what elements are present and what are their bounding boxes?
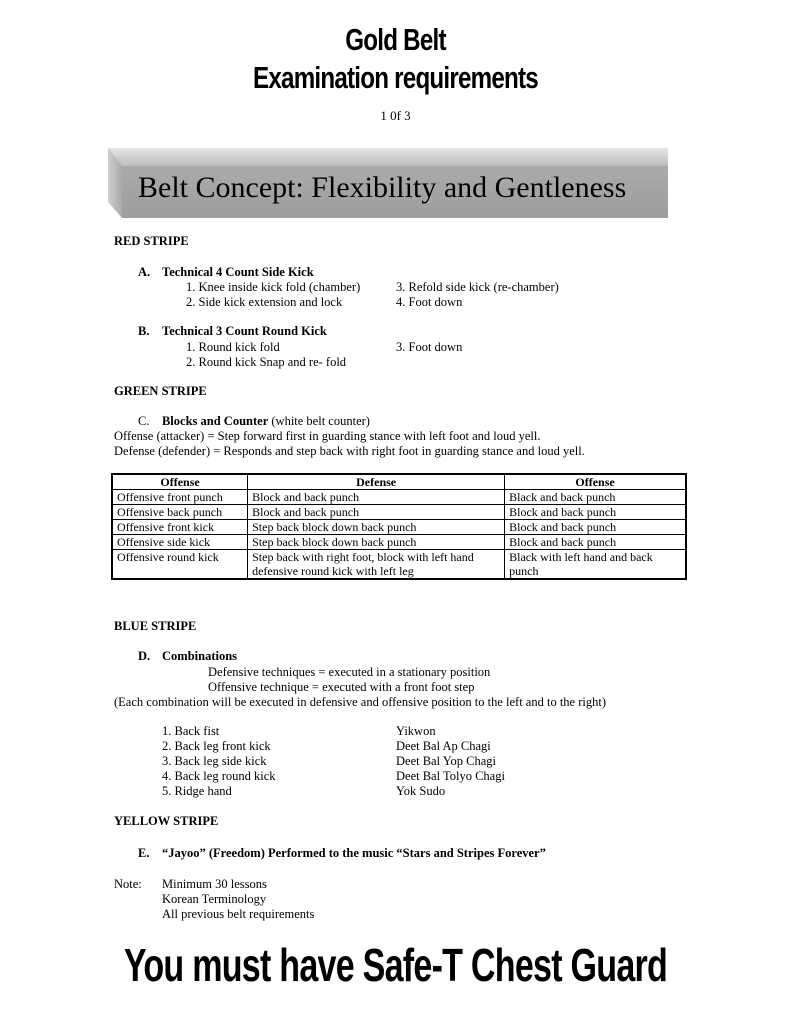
offense-definition: Offense (attacker) = Step forward first in guarding stance with left foot and loud yell.: [114, 429, 541, 443]
section-c-heading: [138, 414, 370, 429]
section-b-title: Technical 3 Count Round Kick: [162, 324, 327, 338]
table-cell: Block and back punch: [505, 535, 686, 550]
table-cell: Block and back punch: [505, 505, 686, 520]
column-header: Offense: [112, 474, 248, 490]
section-c-title: Blocks and Counter: [161, 414, 269, 428]
table-cell: Step back block down back punch: [248, 520, 505, 535]
korean-term: Deet Bal Yop Chagi: [396, 754, 496, 768]
chest-guard-notice: You must have Safe-T Chest Guard: [123, 939, 668, 991]
list-item: 2. Round kick Snap and re- fold: [186, 355, 347, 369]
note-line: Minimum 30 lessons: [162, 877, 267, 891]
table-cell: Step back block down back punch: [248, 535, 505, 550]
table-cell: Black with left hand and back punch: [505, 550, 686, 580]
list-item: 1. Back fist: [162, 724, 220, 738]
table-cell: Offensive side kick: [112, 535, 248, 550]
list-item: 2. Back leg front kick: [162, 739, 271, 753]
yellow-stripe-heading: YELLOW STRIPE: [114, 814, 219, 828]
defensive-technique-definition: Defensive techniques = executed in a stationary position: [208, 665, 491, 679]
banner-bevel-top: [108, 148, 668, 166]
table-header-row: [112, 474, 686, 490]
section-c-note: (white belt counter): [271, 414, 370, 428]
defense-definition: Defense (defender) = Responds and step back with right foot in guarding stance and loud yell.: [114, 444, 585, 458]
section-a-title: Technical 4 Count Side Kick: [162, 265, 314, 279]
table-row: [112, 505, 686, 520]
section-e-text: “Jayoo” (Freedom) Performed to the music “Stars and Stripes Forever”: [162, 846, 546, 860]
blue-stripe-heading: BLUE STRIPE: [114, 619, 197, 633]
section-e-label: E.: [138, 846, 150, 860]
korean-term: Yikwon: [396, 724, 436, 738]
table-cell: Block and back punch: [248, 505, 505, 520]
table-cell: Black and back punch: [505, 490, 686, 505]
table-row: [112, 535, 686, 550]
list-item: 4. Foot down: [396, 295, 463, 309]
table-cell: Block and back punch: [248, 490, 505, 505]
list-item: 4. Back leg round kick: [162, 769, 276, 783]
korean-term: Deet Bal Ap Chagi: [396, 739, 491, 753]
table-row: [112, 490, 686, 505]
table-row: [112, 520, 686, 535]
korean-term: Yok Sudo: [396, 784, 446, 798]
belt-concept-text: Belt Concept: Flexibility and Gentleness: [138, 171, 627, 204]
note-line: Korean Terminology: [162, 892, 267, 906]
column-header: Offense: [505, 474, 686, 490]
list-item: 1. Knee inside kick fold (chamber): [186, 280, 361, 294]
page-number: 1 0f 3: [380, 108, 411, 123]
table-cell: Step back with right foot, block with left hand defensive round kick with left leg: [248, 550, 505, 580]
list-item: 1. Round kick fold: [186, 340, 280, 354]
section-c-label: C.: [138, 414, 150, 428]
column-header: Defense: [248, 474, 505, 490]
list-item: 3. Back leg side kick: [162, 754, 267, 768]
section-d-title: Combinations: [162, 649, 238, 663]
offensive-technique-definition: Offensive technique = executed with a front foot step: [208, 680, 475, 694]
list-item: 3. Foot down: [396, 340, 463, 354]
note-line: All previous belt requirements: [162, 907, 315, 921]
section-a-label: A.: [138, 265, 151, 279]
green-stripe-heading: GREEN STRIPE: [114, 384, 207, 398]
list-item: 3. Refold side kick (re-chamber): [396, 280, 559, 294]
table-cell: Offensive round kick: [112, 550, 248, 580]
table-cell: Block and back punch: [505, 520, 686, 535]
table-cell: Offensive front punch: [112, 490, 248, 505]
red-stripe-heading: RED STRIPE: [114, 234, 189, 248]
list-item: 5. Ridge hand: [162, 784, 232, 798]
page-title: Gold Belt: [345, 22, 446, 57]
table-cell: Offensive front kick: [112, 520, 248, 535]
korean-term: Deet Bal Tolyo Chagi: [396, 769, 505, 783]
combination-note: (Each combination will be executed in defensive and offensive position to the left and to the right): [114, 695, 606, 709]
table-cell: Offensive back punch: [112, 505, 248, 520]
note-label: Note:: [114, 877, 142, 891]
section-b-label: B.: [138, 324, 150, 338]
table-row: [112, 550, 686, 580]
section-d-label: D.: [138, 649, 151, 663]
page-subtitle: Examination requirements: [253, 60, 538, 95]
blocks-counter-table: [111, 473, 687, 580]
list-item: 2. Side kick extension and lock: [186, 295, 343, 309]
